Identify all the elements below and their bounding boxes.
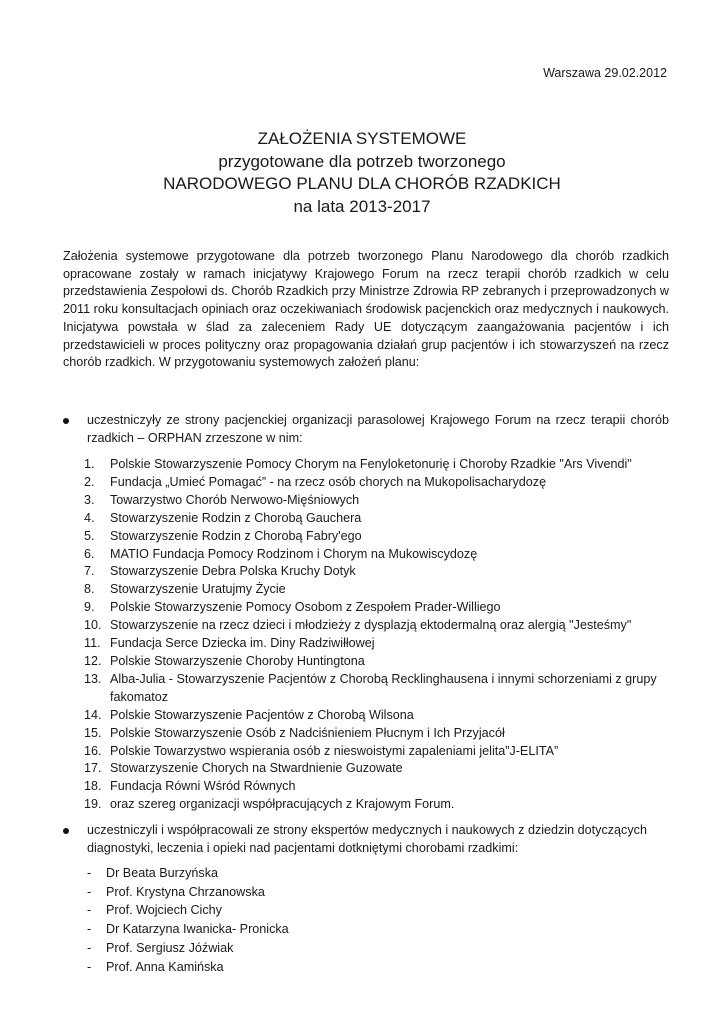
list-item: 13. Alba-Julia - Stowarzyszenie Pacjentów z Chorobą Recklinghausena i innymi schorzeniami z grupy fakomatoz — [84, 671, 657, 704]
intro-paragraph: Założenia systemowe przygotowane dla potrzeb tworzonego Planu Narodowego dla chorób rzadkich opracowane zostały w ramach inicjatywy Krajowego Forum na rzecz terapii chorób rzadkich w celu przedstawienia Zespołowi ds. Chorób Rzadkich przy Ministrze Zdrowia RP zebranych i przeprowadzonych w 2011 roku konsultacjach opiniach oraz oczekiwaniach środowisk pacjenckich oraz medycznych i naukowych. Inicjatywa powstała w ślad za zaleceniem Rady UE dotyczącym zaangażowania pacjentów i ich przedstawicieli w proces polityczny oraz propagowania działań grup pacjentów i ich stowarzyszeń na rzecz chorób rzadkich. W przygotowaniu systemowych założeń planu: — [63, 249, 669, 370]
list-item: 12. Polskie Stowarzyszenie Choroby Huntingtona — [84, 653, 365, 668]
list-item: - Dr Katarzyna Iwanicka- Pronicka — [84, 920, 669, 939]
list-item: - Prof. Krystyna Chrzanowska — [84, 883, 669, 902]
document-date: Warszawa 29.02.2012 — [543, 66, 667, 80]
list-item: 7. Stowarzyszenie Debra Polska Kruchy Dotyk — [84, 564, 356, 579]
list-item: 18. Fundacja Równi Wśród Równych — [84, 779, 296, 794]
list-item: 14. Polskie Stowarzyszenie Pacjentów z Chorobą Wilsona — [84, 707, 414, 722]
list-item: - Prof. Wojciech Cichy — [84, 901, 669, 920]
dash-icon: - — [87, 903, 92, 918]
list-item: 5. Stowarzyszenie Rodzin z Chorobą Fabry'ego — [84, 528, 362, 543]
experts-list — [84, 864, 669, 976]
list-item: 3. Towarzystwo Chorób Nerwowo-Mięśniowych — [84, 492, 360, 507]
list-item: 17. Stowarzyszenie Chorych na Stwardnienie Guzowate — [84, 761, 403, 776]
list-item: 19. oraz szereg organizacji współpracujących z Krajowym Forum. — [84, 797, 455, 812]
list-item: - Dr Beata Burzyńska — [84, 864, 669, 883]
bullet-text: uczestniczyli i współpracowali ze strony ekspertów medycznych i naukowych z dziedzin dotyczących diagnostyki, leczenia i opieki nad pacjentami dotkniętymi chorobami rzadkimi: — [87, 823, 647, 855]
list-item: 6. MATIO Fundacja Pomocy Rodzinom i Chorym na Mukowiscydozę — [84, 546, 478, 561]
title-line: ZAŁOŻENIA SYSTEMOWE — [257, 129, 467, 148]
list-item: 11. Fundacja Serce Dziecka im. Diny Radziwiłłowej — [84, 636, 375, 651]
list-item: - Prof. Sergiusz Jóźwiak — [84, 939, 669, 958]
list-item: - Prof. Anna Kamińska — [84, 958, 669, 977]
dash-icon: - — [87, 884, 92, 899]
dash-icon: - — [87, 866, 92, 880]
list-item: 9. Polskie Stowarzyszenie Pomocy Osobom z Zespołem Prader-Williego — [84, 600, 501, 615]
bullet-text: uczestniczyły ze strony pacjenckiej organizacji parasolowej Krajowego Forum na rzecz terapii chorób rzadkich – ORPHAN zrzeszone w nim: — [87, 413, 669, 445]
title-line: przygotowane dla potrzeb tworzonego — [218, 151, 506, 171]
dash-icon: - — [87, 940, 92, 955]
bullet-medical-experts — [63, 822, 669, 857]
document-title — [0, 128, 724, 218]
list-item: 15. Polskie Stowarzyszenie Osób z Nadciśnieniem Płucnym i Ich Przyjacół — [84, 725, 505, 740]
bullet-icon — [63, 418, 69, 424]
list-item: 8. Stowarzyszenie Uratujmy Życie — [84, 582, 286, 597]
title-line: na lata 2013-2017 — [293, 196, 431, 216]
list-item: 4. Stowarzyszenie Rodzin z Chorobą Gauchera — [84, 510, 362, 525]
dash-icon: - — [87, 922, 92, 937]
list-item: 16. Polskie Towarzystwo wspierania osób z nieswoistymi zapaleniami jelita”J-ELITA” — [84, 743, 559, 758]
organizations-list — [84, 456, 669, 814]
list-item: 10. Stowarzyszenie na rzecz dzieci i młodzieży z dysplazją ektodermalną oraz alergią "Jesteśmy" — [84, 618, 632, 633]
list-item: 1. Polskie Stowarzyszenie Pomocy Chorym na Fenyloketonurię i Choroby Rzadkie "Ars Vivendi" — [84, 457, 632, 471]
bullet-icon — [63, 828, 69, 834]
bullet-patient-organizations — [63, 412, 669, 447]
dash-icon: - — [87, 959, 92, 974]
title-line: NARODOWEGO PLANU DLA CHORÓB RZADKICH — [163, 174, 561, 193]
list-item: 2. Fundacja „Umieć Pomagać” - na rzecz osób chorych na Mukopolisacharydozę — [84, 474, 547, 489]
